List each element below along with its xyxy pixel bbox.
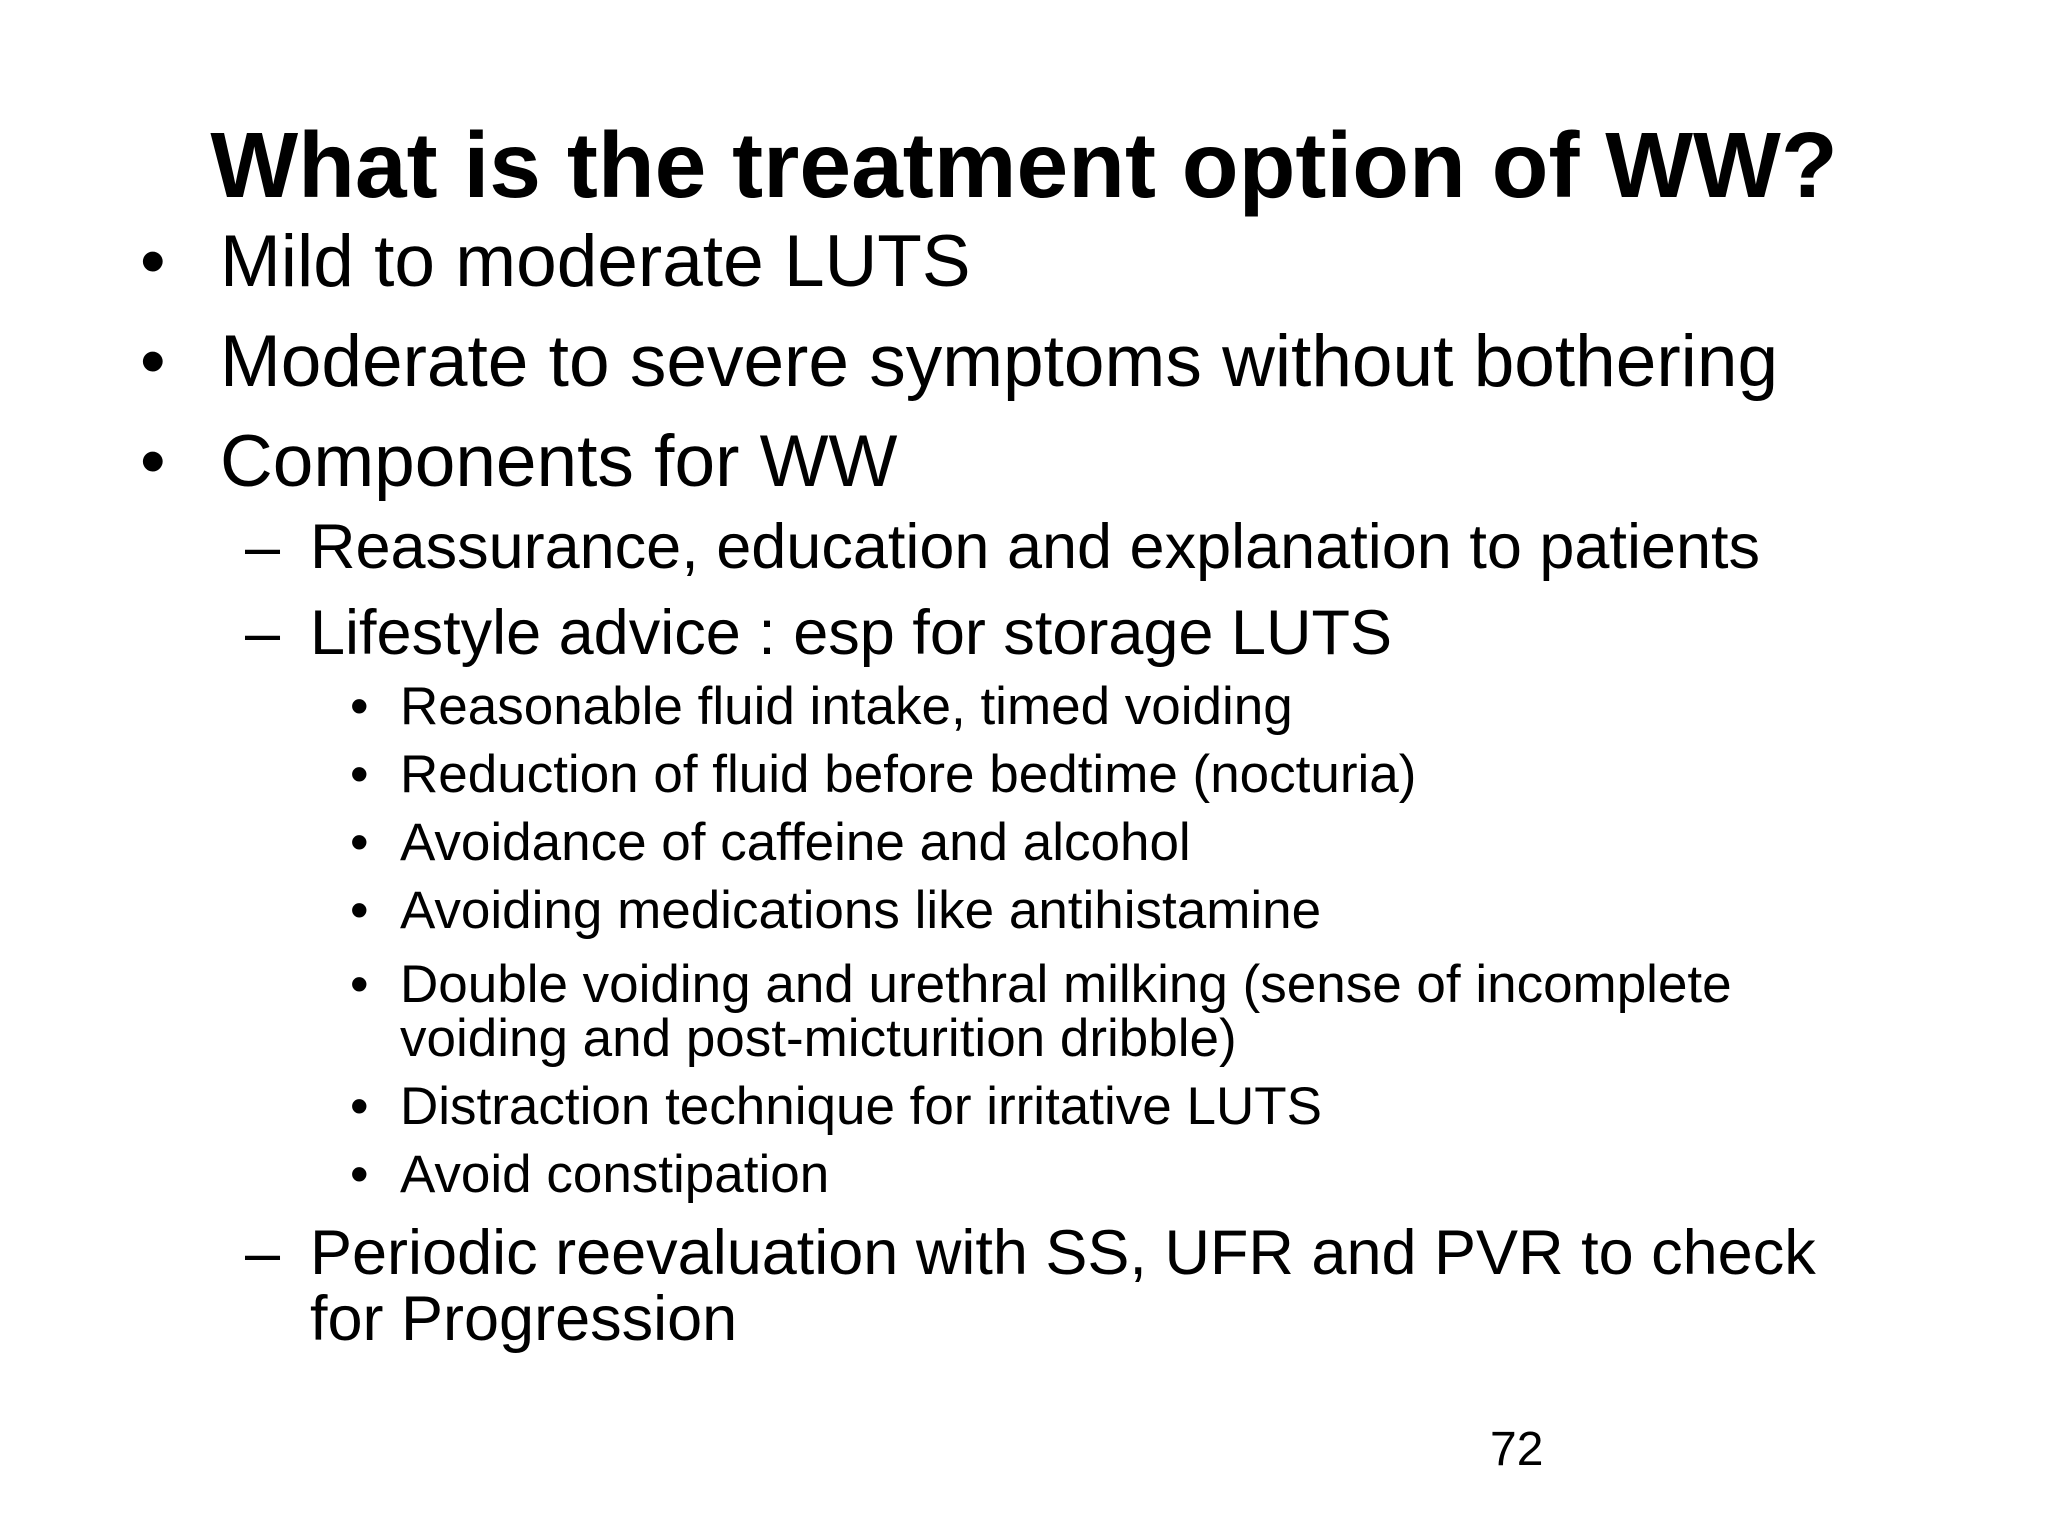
- bullet-marker: •: [350, 745, 369, 804]
- sub-item-periodic-reevaluation: Periodic reevaluation with SS, UFR and PVR to check: [310, 1218, 1816, 1288]
- slide-title: What is the treatment option of WW?: [210, 113, 1838, 217]
- detail-item-double-voiding-continued: voiding and post-micturition dribble): [400, 1009, 1237, 1068]
- page-number: 72: [1490, 1423, 1544, 1476]
- bullet-marker: •: [350, 677, 369, 736]
- detail-item-fluid-intake: Reasonable fluid intake, timed voiding: [400, 677, 1293, 736]
- detail-item-constipation: Avoid constipation: [400, 1145, 830, 1204]
- detail-item-distraction: Distraction technique for irritative LUTS: [400, 1077, 1322, 1136]
- bullet-marker: •: [350, 1145, 369, 1204]
- bullet-marker: •: [140, 321, 166, 402]
- bullet-marker: •: [350, 881, 369, 940]
- dash-marker: –: [245, 512, 281, 582]
- detail-item-medications: Avoiding medications like antihistamine: [400, 881, 1322, 940]
- bullet-item-moderate-severe: Moderate to severe symptoms without bothering: [220, 321, 1779, 402]
- bullet-marker: •: [350, 1077, 369, 1136]
- detail-item-fluid-reduction: Reduction of fluid before bedtime (nocturia): [400, 745, 1417, 804]
- dash-marker: –: [245, 1218, 281, 1288]
- detail-item-double-voiding: Double voiding and urethral milking (sense of incomplete: [400, 955, 1732, 1014]
- bullet-marker: •: [140, 421, 166, 502]
- bullet-item-mild-luts: Mild to moderate LUTS: [220, 221, 971, 302]
- sub-item-lifestyle: Lifestyle advice : esp for storage LUTS: [310, 598, 1393, 668]
- sub-item-periodic-reevaluation-continued: for Progression: [310, 1284, 738, 1354]
- detail-item-caffeine: Avoidance of caffeine and alcohol: [400, 813, 1191, 872]
- bullet-marker: •: [350, 955, 369, 1014]
- bullet-marker: •: [350, 813, 369, 872]
- bullet-item-components: Components for WW: [220, 421, 898, 502]
- dash-marker: –: [245, 598, 281, 668]
- bullet-marker: •: [140, 221, 166, 302]
- sub-item-reassurance: Reassurance, education and explanation to patients: [310, 512, 1761, 582]
